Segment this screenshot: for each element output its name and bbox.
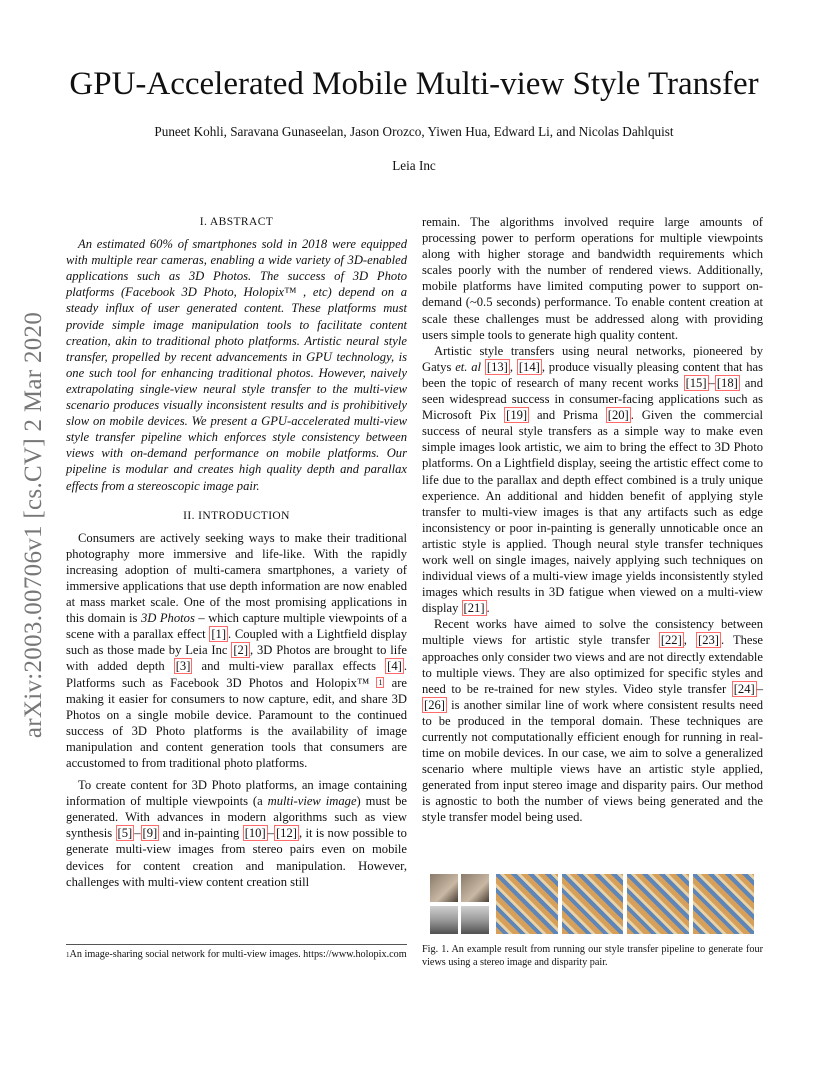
citation-link[interactable]: [26] bbox=[424, 697, 445, 712]
citation-link[interactable]: [20] bbox=[607, 408, 629, 423]
citation-link[interactable]: [19] bbox=[506, 408, 528, 423]
right-column bbox=[422, 214, 763, 826]
citation-link[interactable]: [5] bbox=[117, 826, 133, 841]
emphasis: et. al bbox=[455, 359, 482, 374]
citation-link[interactable]: [9] bbox=[142, 826, 158, 841]
right-paragraph-2 bbox=[422, 343, 763, 617]
figure-1 bbox=[430, 870, 754, 936]
text-run: and Prisma bbox=[529, 408, 606, 423]
text-run: , 3D Photos are brought to life with added depth bbox=[66, 643, 407, 674]
citation-link[interactable]: [12] bbox=[275, 826, 297, 841]
citation-link[interactable]: [3] bbox=[175, 659, 191, 674]
styled-view-image bbox=[627, 874, 689, 934]
text-run: and multi-view parallax effects bbox=[192, 659, 386, 674]
right-paragraph-1: remain. The algorithms involved require large amounts of processing power to perform operations for multiple viewpoints along with higher storage and bandwidth requirements which scales poorly with the number of rendered views. Additionally, mobile platforms have limited computing power to support on-demand (~0.5 seconds) performance. To enable content creation at scale these challenges must be addressed along with providing users simple tools to generate high quality content. bbox=[422, 215, 763, 342]
text-run: . Coupled with a Lightfield display such as those made by Leia Inc bbox=[66, 627, 407, 658]
text-run: – bbox=[708, 375, 715, 390]
citation-link[interactable]: [10] bbox=[244, 826, 266, 841]
citation-link[interactable]: [2] bbox=[233, 643, 249, 658]
abstract-heading bbox=[66, 214, 407, 230]
text-run: Consumers are actively seeking ways to make their traditional photography more immersive and life-like. With the rapidly increasing adoption of multi-camera smartphones, a variety of immersive applications that use depth information are now enabled at mass market scale. One of the most promising applications in this domain is bbox=[66, 530, 407, 626]
citation-link[interactable]: [15] bbox=[685, 375, 707, 390]
intro-heading-prefix: II. I bbox=[183, 509, 203, 522]
text-run: Recent works have aimed to solve the consistency between multiple views for artistic style transfer bbox=[422, 617, 763, 648]
text-run: – bbox=[756, 681, 763, 696]
intro-heading-rest: NTRODUCTION bbox=[202, 509, 290, 522]
styled-view-image bbox=[562, 874, 624, 934]
abstract-heading-rest: BSTRACT bbox=[218, 216, 274, 228]
text-run: , bbox=[683, 633, 696, 648]
text-run: – bbox=[267, 826, 274, 841]
intro-paragraph-2 bbox=[66, 777, 407, 890]
text-run: ) must be generated. With advances in modern algorithms such as view synthesis bbox=[66, 794, 407, 841]
citation-link[interactable]: [24] bbox=[733, 681, 755, 696]
citation-link[interactable]: [18] bbox=[716, 375, 738, 390]
text-run: . These approaches only consider two views and are not directly extendable to multiple views. They are also optimized for specific styles and need to be re-trained for new styles. Video style transfer bbox=[422, 633, 764, 696]
emphasis: multi-view image bbox=[267, 794, 357, 809]
disparity-right-image bbox=[461, 906, 489, 934]
stereo-left-image bbox=[430, 874, 458, 902]
citation-link[interactable]: [23] bbox=[698, 633, 719, 648]
arxiv-identifier-stamp bbox=[18, 290, 50, 760]
abstract-heading-prefix: I. A bbox=[199, 216, 219, 228]
introduction-heading bbox=[66, 508, 407, 524]
footnote bbox=[66, 944, 407, 962]
emphasis: 3D Photos bbox=[140, 611, 195, 626]
styled-view-image bbox=[693, 874, 755, 934]
footnote-text: An image-sharing social network for multi-view images. https://www.holopix.com bbox=[69, 949, 407, 960]
input-thumbnails bbox=[430, 874, 490, 934]
author-list: Puneet Kohli, Saravana Gunaseelan, Jason Orozco, Yiwen Hua, Edward Li, and Nicolas Dahlquist bbox=[154, 124, 674, 139]
text-run: . bbox=[486, 601, 490, 616]
text-run: , it is now possible to generate multi-view images from stereo pairs even on mobile devices for content creation and manipulation. However, challenges with multi-view content creation still bbox=[66, 826, 407, 889]
left-column bbox=[66, 214, 407, 890]
text-run: To create content for 3D Photo platforms, an image containing information of multiple viewpoints (a bbox=[66, 778, 407, 809]
text-run: is another similar line of work where consistent results need to be produced in the temporal domain. These techniques are currently not computationally efficient enough for running in real-time on mobile devices. In our case, we aim to solve a generalized scenario where multiple views have an artistic style applied, generated from input stereo image and disparity pairs. Our method is agnostic to both the number of views being generated and the style transfer model being used. bbox=[422, 697, 763, 825]
footnote-mark: 1 bbox=[66, 951, 70, 959]
footnote-link[interactable]: 1 bbox=[378, 677, 383, 687]
abstract-text: An estimated 60% of smartphones sold in 2018 were equipped with multiple rear cameras, enabling a wide variety of 3D-enabled applications such as 3D Photos. The success of 3D Photo platforms (Facebook 3D Photo, Holopix™ , etc) depend on a steady influx of user generated content. These platforms must provide simple image manipulation tools to facilitate content creation, akin to traditional photo platforms. Artistic neural style transfer, propelled by recent advancements in GPU technology, is one such tool for enhancing traditional photos. However, naively extrapolating single-view neural style transfer to the multi-view scenario produces visually inconsistent results and is prohibitively slow on mobile devices. We present a GPU-accelerated multi-view style transfer pipeline which enforces style consistency between views with on-demand performance on mobile platforms. Our pipeline is modular and creates high quality depth and parallax effects from a stereoscopic image pair. bbox=[66, 237, 407, 493]
intro-paragraph-1 bbox=[66, 530, 407, 771]
text-run: . Platforms such as Facebook 3D Photos and Holopix™ bbox=[66, 659, 407, 690]
citation-link[interactable]: [14] bbox=[518, 359, 540, 374]
citation-link[interactable]: [1] bbox=[211, 627, 227, 642]
paper-title: GPU-Accelerated Mobile Multi-view Style Transfer bbox=[69, 66, 759, 102]
text-run: Artistic style transfers using neural networks, pioneered by Gatys bbox=[422, 343, 763, 374]
text-run: and seen widespread success in consumer-facing applications such as Microsoft Pix bbox=[422, 375, 763, 423]
affiliation: Leia Inc bbox=[392, 158, 436, 173]
text-run: , bbox=[509, 359, 517, 374]
stereo-right-image bbox=[461, 874, 489, 902]
arxiv-identifier-text: arXiv:2003.00706v1 [cs.CV] 2 Mar 2020 bbox=[20, 311, 48, 739]
figure-caption: Fig. 1. An example result from running our style transfer pipeline to generate four views using a stereo image and disparity pair. bbox=[422, 944, 763, 968]
text-run: , produce visually pleasing content that has been the topic of research of many recent works bbox=[422, 359, 764, 390]
citation-link[interactable]: [4] bbox=[387, 659, 402, 674]
styled-views bbox=[496, 874, 754, 934]
right-paragraph-3 bbox=[422, 616, 763, 825]
text-run: – which capture multiple viewpoints of a scene with a parallax effect bbox=[66, 611, 407, 642]
citation-link[interactable]: [21] bbox=[463, 601, 485, 616]
citation-link[interactable]: [13] bbox=[486, 359, 508, 374]
citation-link[interactable]: [22] bbox=[660, 633, 682, 648]
text-run: . Given the commercial success of neural style transfers as a simple way to make even simple images look artistic, we aim to bring the effect to 3D Photo platforms. On a Lightfield display, seeing the artistic effect come to life due to the parallax and depth effect combined is a truly unique experience. An additional and hidden benefit of applying style transfer to multi-view images is that any artifacts such as edge inconsistency or poor in-painting is generally unnoticable once an artistic style is applied. Though neural style transfer techniques work well on single images, naively applying such techniques on individual views of a multi-view image yields inconsistently styled images which results in 3D fatigue when viewed on a multi-view display bbox=[422, 408, 763, 616]
text-run: and in-painting bbox=[159, 826, 243, 841]
disparity-left-image bbox=[430, 906, 458, 934]
text-run: are making it easier for consumers to now capture, edit, and share 3D Photos on a single mobile device. Paramount to the continued success of 3D Photo platforms is the availability of image manipulation and content generation tools that consumers are accustomed to from traditional photo platforms. bbox=[66, 675, 407, 770]
text-run: – bbox=[134, 826, 141, 841]
styled-view-image bbox=[496, 874, 558, 934]
